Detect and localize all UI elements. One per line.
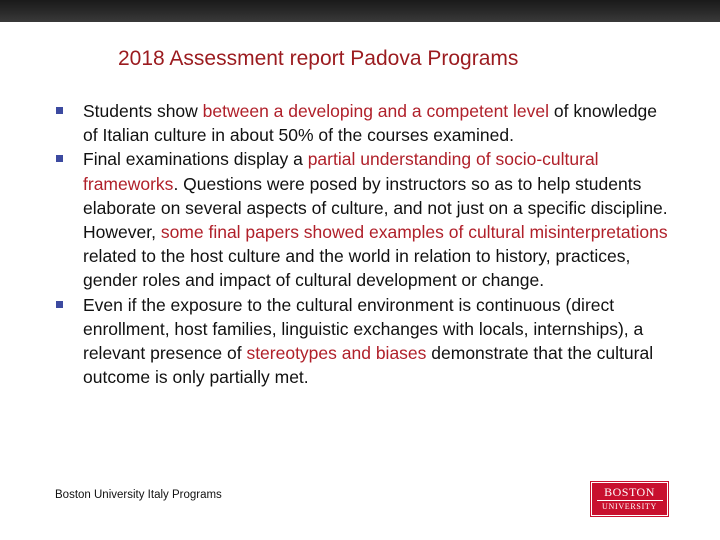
text-segment: related to the host culture and the world in relation to history, practices, gender roles and impact of cultural development or change. — [83, 246, 631, 291]
bullet-text — [83, 295, 653, 388]
top-bar — [0, 0, 720, 22]
footer-text: Boston University Italy Programs — [55, 489, 222, 501]
bullet-item — [56, 99, 676, 147]
highlighted-text: stereotypes and biases — [246, 343, 427, 364]
bullet-text — [83, 101, 657, 145]
text-segment: demonstrate that the cultural outcome is only partially met. — [83, 343, 654, 388]
bullet-item — [56, 293, 676, 390]
logo-text-line2: UNIVERSITY — [602, 502, 657, 511]
highlighted-text: partial understanding of socio-cultural frameworks — [83, 149, 599, 194]
text-segment: Final examinations display a — [83, 149, 308, 170]
text-segment: of knowledge of Italian culture in about 50% of the courses examined. — [83, 101, 658, 146]
square-bullet-icon — [56, 155, 63, 162]
text-segment: . Questions were posed by instructors so as to help students elaborate on several aspects of culture, and not just on a specific discipline. However, — [83, 173, 668, 243]
highlighted-text: between a developing and a competent level — [202, 101, 550, 121]
bullet-text — [83, 149, 668, 290]
square-bullet-icon — [56, 107, 63, 114]
boston-university-logo — [591, 482, 668, 516]
bullet-list — [56, 99, 676, 389]
logo-divider — [597, 500, 663, 501]
slide-title: 2018 Assessment report Padova Programs — [118, 47, 519, 70]
square-bullet-icon — [56, 301, 63, 308]
text-segment: Even if the exposure to the cultural environment is continuous (direct enrollment, host families, linguistic exchanges with locals, internships), a relevant presence of — [83, 294, 644, 364]
logo-text-line1: BOSTON — [604, 485, 655, 499]
highlighted-text: some final papers showed examples of cultural misinterpretations — [160, 222, 668, 243]
text-segment: Students show — [83, 101, 203, 121]
bullet-item — [56, 147, 676, 292]
